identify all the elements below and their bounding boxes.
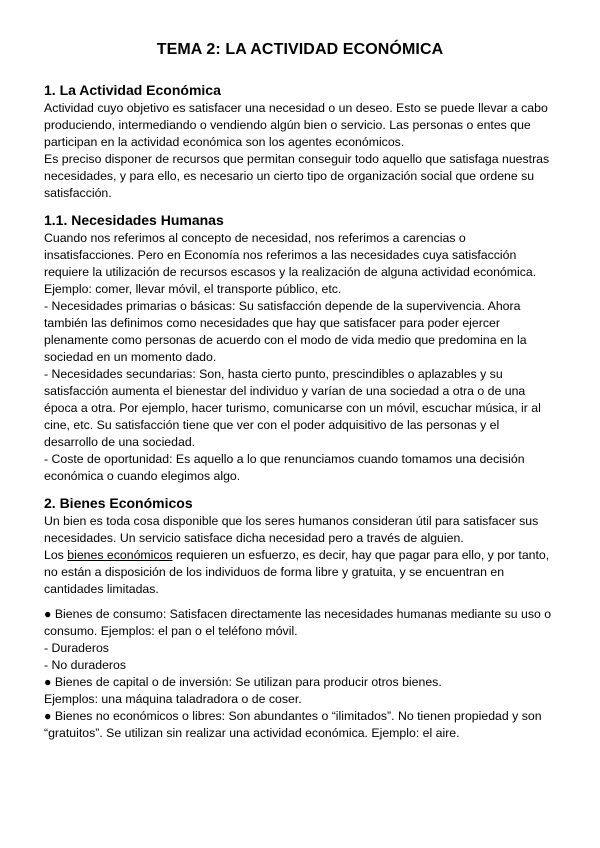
paragraph: Cuando nos referimos al concepto de necesidad, nos referimos a carencias o insatisfacciones. Pero en Economía nos referimos a las necesidades cuya satisfacción requiere la utilización de recursos escasos y la realización de alguna actividad económica. Ejemplo: comer, llevar móvil, el transporte público, etc. <box>44 231 537 296</box>
list-item: - No duraderos <box>44 658 127 672</box>
paragraph: Un bien es toda cosa disponible que los seres humanos consideran útil para satisfacer sus necesidades. Un servicio satisface dicha necesidad pero a través de alguien. <box>44 514 539 545</box>
list-item: - Necesidades primarias o básicas: Su satisfacción depende de la supervivencia. Ahora también las definimos como necesidades que hay que satisfacer para poder ejercer plenamente como personas de acuerdo con el modo de vida medio que predomina en la sociedad en un momento dado. <box>44 299 527 364</box>
spacer <box>44 598 556 606</box>
section-heading: 1. La Actividad Económica <box>44 82 221 98</box>
page-title: TEMA 2: LA ACTIVIDAD ECONÓMICA <box>156 41 444 58</box>
text-run: requieren un esfuerzo, es decir, hay que pagar para ello, y por tanto, no están a disposición de los individuos de forma libre y gratuita, y se encuentran en cantidades limitadas. <box>44 548 550 596</box>
text-run: Los <box>44 548 68 562</box>
section-necesidades-humanas <box>44 211 556 485</box>
paragraph: Es preciso disponer de recursos que permitan conseguir todo aquello que satisfaga nuestras necesidades, y para ello, es necesario un cierto tipo de organización social que ordene su satisfacción. <box>44 152 550 200</box>
section-bienes-economicos <box>44 494 556 742</box>
list-item: - Coste de oportunidad: Es aquello a lo que renunciamos cuando tomamos una decisión económica o cuando elegimos algo. <box>44 452 525 483</box>
list-item: ● Bienes de capital o de inversión: Se utilizan para producir otros bienes. <box>44 675 442 689</box>
paragraph <box>44 547 556 598</box>
list-item: Ejemplos: una máquina taladradora o de coser. <box>44 692 302 706</box>
list-item: - Duraderos <box>44 641 109 655</box>
section-actividad-economica <box>44 81 556 202</box>
section-heading: 1.1. Necesidades Humanas <box>44 212 224 228</box>
paragraph: Actividad cuyo objetivo es satisfacer una necesidad o un deseo. Esto se puede llevar a cabo produciendo, intermediando o vendiendo algún bien o servicio. Las personas o entes que participan en la actividad económica son los agentes económicos. <box>44 101 548 149</box>
section-heading: 2. Bienes Económicos <box>44 495 193 511</box>
underlined-term: bienes económicos <box>67 548 173 562</box>
list-item: ● Bienes de consumo: Satisfacen directamente las necesidades humanas mediante su uso o consumo. Ejemplos: el pan o el teléfono móvil. <box>44 607 552 638</box>
list-item: - Necesidades secundarias: Son, hasta cierto punto, prescindibles o aplazables y su satisfacción aumenta el bienestar del individuo y varían de una sociedad a otra o de una época a otra. Por ejemplo, hacer turismo, comunicarse con un móvil, escuchar música, ir al cine, etc. Su satisfacción tiene que ver con el poder adquisitivo de las personas y el desarrollo de una sociedad. <box>44 367 541 449</box>
list-item: ● Bienes no económicos o libres: Son abundantes o “ilimitados”. No tienen propiedad y son “gratuitos”. Se utilizan sin realizar una actividad económica. Ejemplo: el aire. <box>44 709 542 740</box>
